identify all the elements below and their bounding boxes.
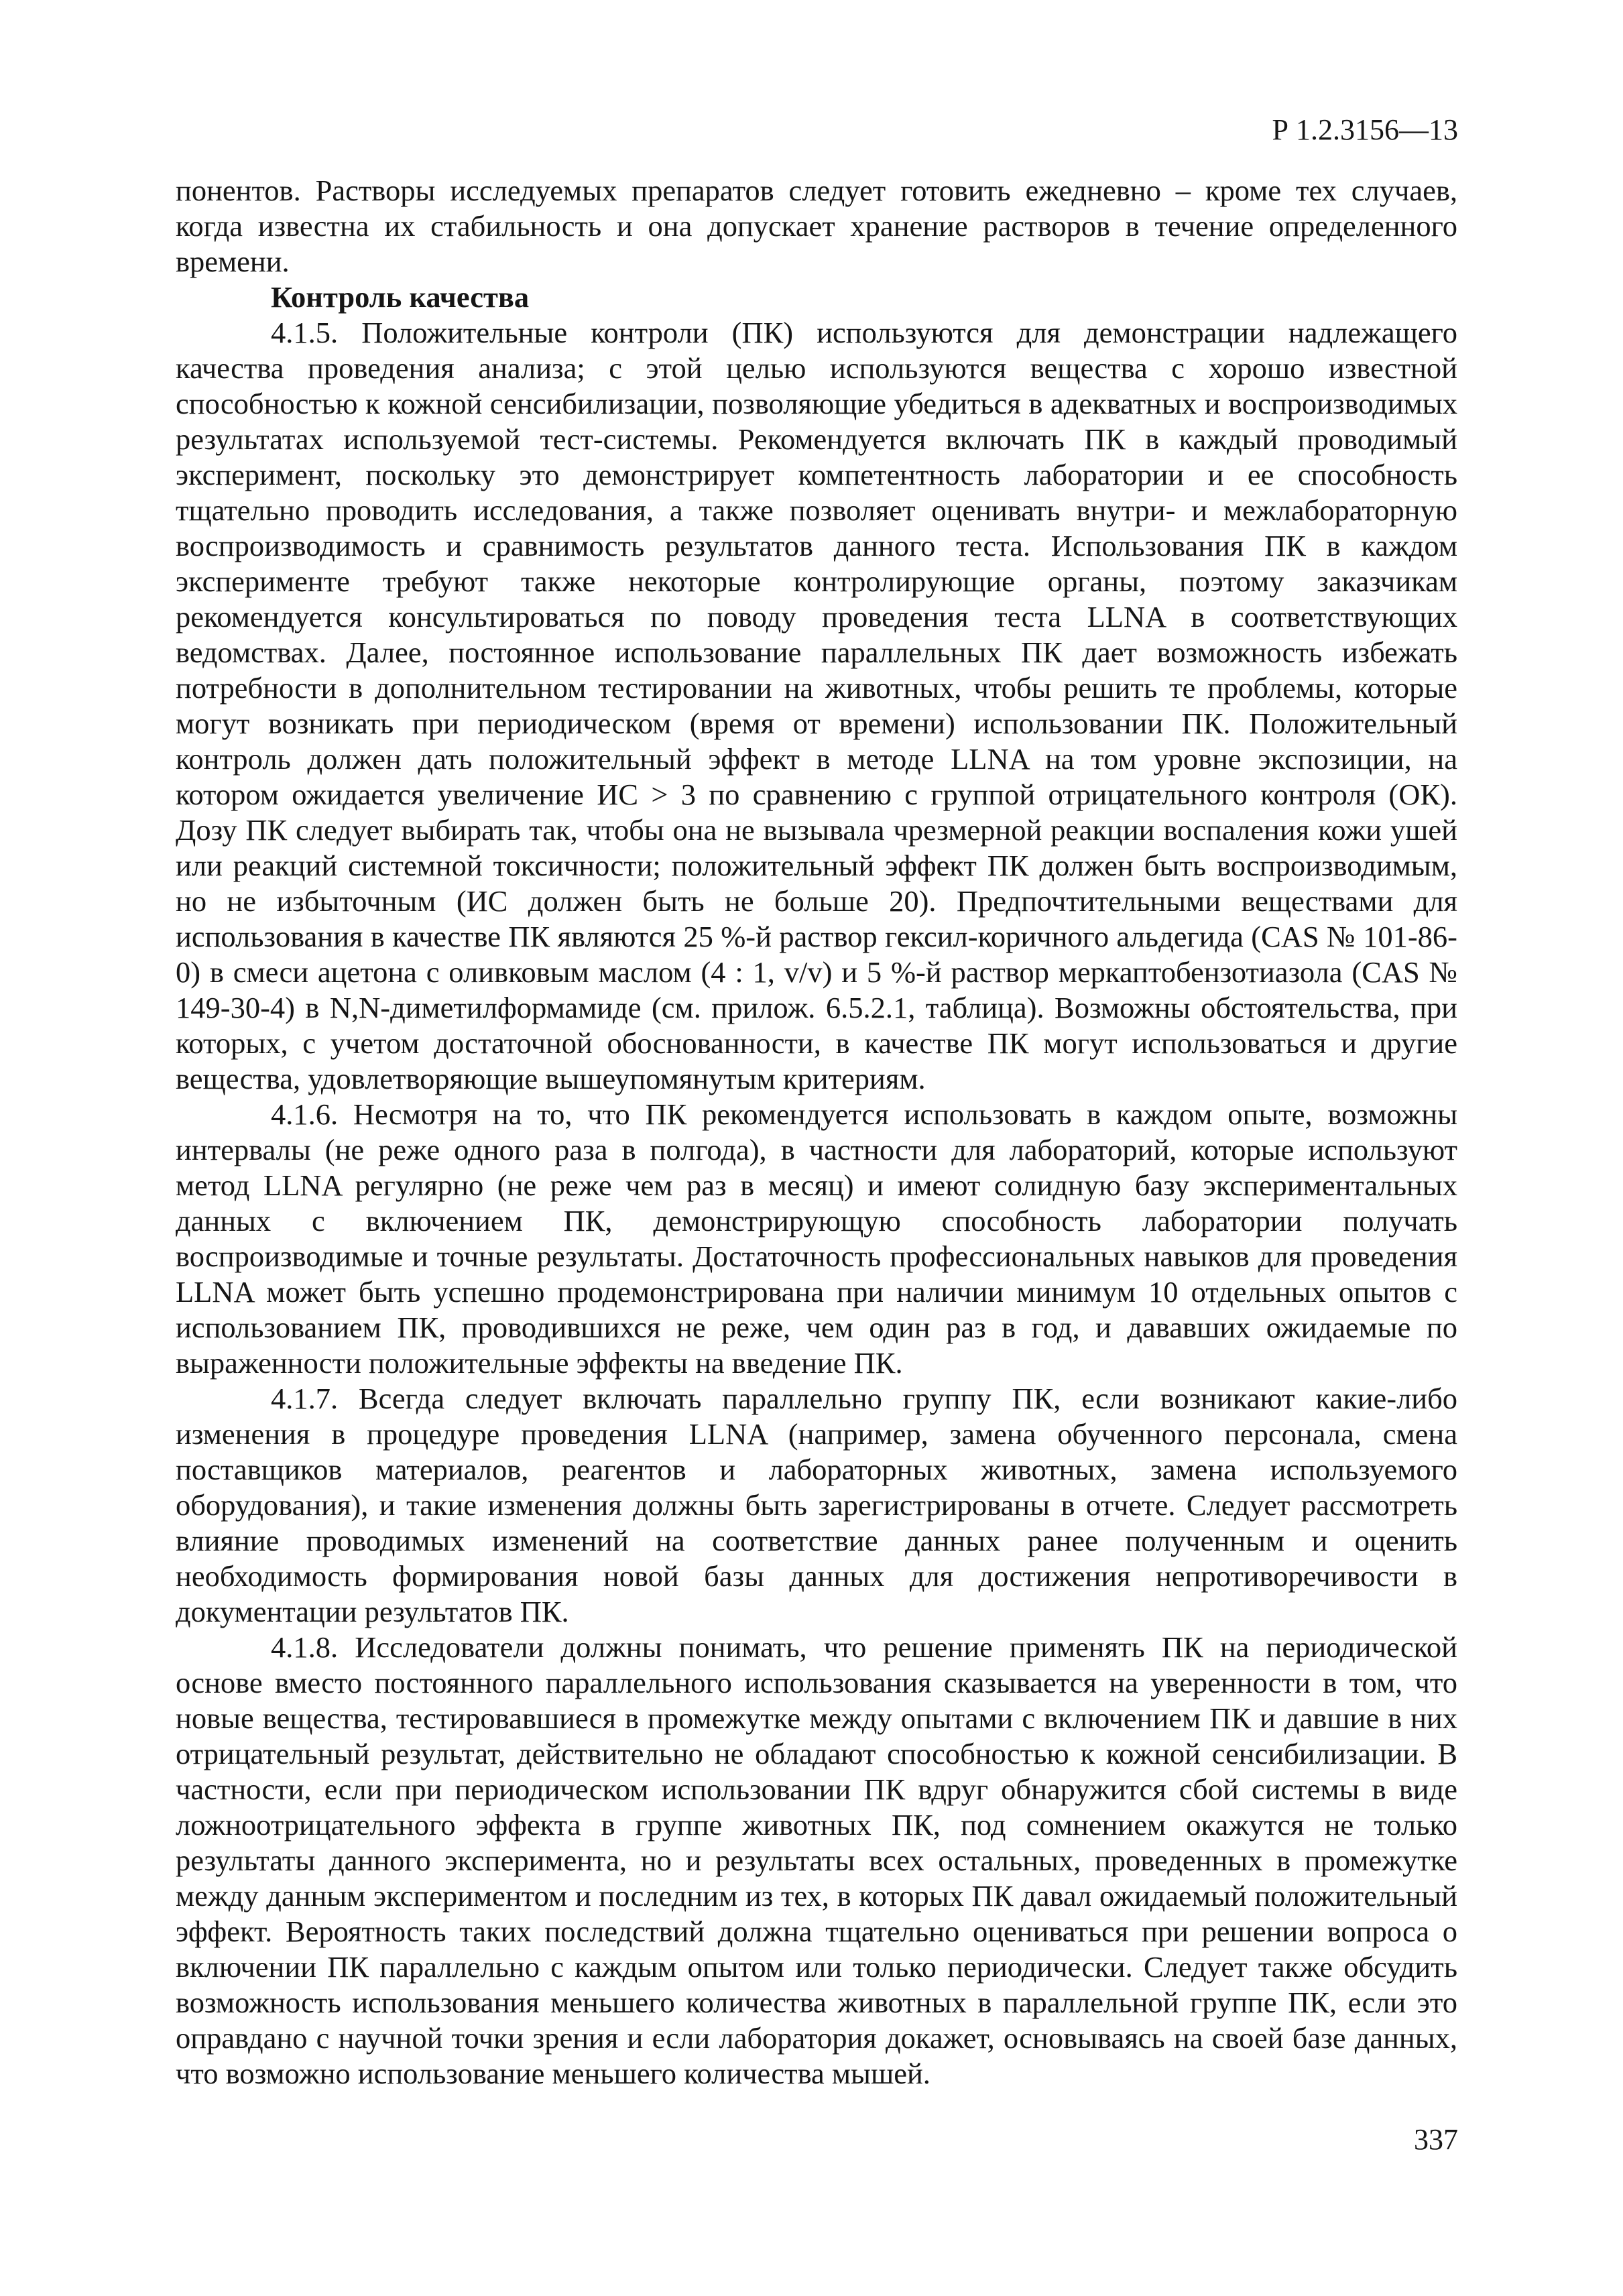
body-text: [176, 173, 1457, 2092]
page-number: 337: [1414, 2123, 1458, 2156]
paragraph-continuation: понентов. Растворы исследуемых препаратов следует готовить ежедневно – кроме тех случаев, когда известна их стабильность и она допускает хранение растворов в течение определенного времени.: [176, 174, 1457, 278]
section-heading-quality-control: Контроль качества: [271, 280, 530, 314]
document-code: Р 1.2.3156—13: [1272, 113, 1458, 146]
paragraph-4-1-6: 4.1.6. Несмотря на то, что ПК рекомендуется использовать в каждом опыте, возможны интервалы (не реже одного раза в полгода), в частности для лабораторий, которые используют метод LLNA регулярно (не реже чем раз в месяц) и имеют солидную базу экспериментальных данных с включением ПК, демонстрирующую способность лаборатории получать воспроизводимые и точные результаты. Достаточность профессиональных навыков для проведения LLNA может быть успешно продемонстрирована при наличии минимум 10 отдельных опытов с использованием ПК, проводившихся не реже, чем один раз в год, и дававших ожидаемые по выраженности положительные эффекты на введение ПК.: [176, 1097, 1457, 1380]
paragraph-4-1-5: 4.1.5. Положительные контроли (ПК) используются для демонстрации надлежащего качества проведения анализа; с этой целью используются вещества с хорошо известной способностью к кожной сенсибилизации, позволяющие убедиться в адекватных и воспроизводимых результатах используемой тест-системы. Рекомендуется включать ПК в каждый проводимый эксперимент, поскольку это демонстрирует компетентность лаборатории и ее способность тщательно проводить исследования, а также позволяет оценивать внутри- и межлабораторную воспроизводимость и сравнимость результатов данного теста. Использования ПК в каждом эксперименте требуют также некоторые контролирующие органы, поэтому заказчикам рекомендуется консультироваться по поводу проведения теста LLNA в соответствующих ведомствах. Далее, постоянное использование параллельных ПК дает возможность избежать потребности в дополнительном тестировании на животных, чтобы решить те проблемы, которые могут возникать при периодическом (время от времени) использовании ПК. Положительный контроль должен дать положительный эффект в методе LLNA на том уровне экспозиции, на котором ожидается увеличение ИС > 3 по сравнению с группой отрицательного контроля (ОК). Дозу ПК следует выбирать так, чтобы она не вызывала чрезмерной реакции воспаления кожи ушей или реакций системной токсичности; положительный эффект ПК должен быть воспроизводимым, но не избыточным (ИС должен быть не больше 20). Предпочтительными веществами для использования в качестве ПК являются 25 %-й раствор гексил-коричного альдегида (CAS № 101-86-0) в смеси ацетона с оливковым маслом (4 : 1, v/v) и 5 %-й раствор меркаптобензотиазола (CAS № 149-30-4) в N,N-диметилформамиде (см. прилож. 6.5.2.1, таблица). Возможны обстоятельства, при которых, с учетом достаточной обоснованности, в качестве ПК могут использоваться и другие вещества, удовлетворяющие вышеупомянутым критериям.: [176, 316, 1457, 1095]
paragraph-4-1-7: 4.1.7. Всегда следует включать параллельно группу ПК, если возникают какие-либо изменения в процедуре проведения LLNA (например, замена обученного персонала, смена поставщиков материалов, реагентов и лабораторных животных, замена используемого оборудования), и такие изменения должны быть зарегистрированы в отчете. Следует рассмотреть влияние проводимых изменений на соответствие данных ранее полученным и оценить необходимость формирования новой базы данных для достижения непротиворечивости в документации результатов ПК.: [176, 1382, 1457, 1628]
paragraph-4-1-8: 4.1.8. Исследователи должны понимать, что решение применять ПК на периодической основе вместо постоянного параллельного использования сказывается на уверенности в том, что новые вещества, тестировавшиеся в промежутке между опытами с включением ПК и давшие в них отрицательный результат, действительно не обладают способностью к кожной сенсибилизации. В частности, если при периодическом использовании ПК вдруг обнаружится сбой системы в виде ложноотрицательного эффекта в группе животных ПК, под сомнением окажутся не только результаты данного эксперимента, но и результаты всех остальных, проведенных в промежутке между данным экспериментом и последним из тех, в которых ПК давал ожидаемый положительный эффект. Вероятность таких последствий должна тщательно оцениваться при решении вопроса о включении ПК параллельно с каждым опытом или только периодически. Следует также обсудить возможность использования меньшего количества животных в параллельной группе ПК, если это оправдано с научной точки зрения и если лаборатория докажет, основываясь на своей базе данных, что возможно использование меньшего количества мышей.: [176, 1630, 1457, 2090]
